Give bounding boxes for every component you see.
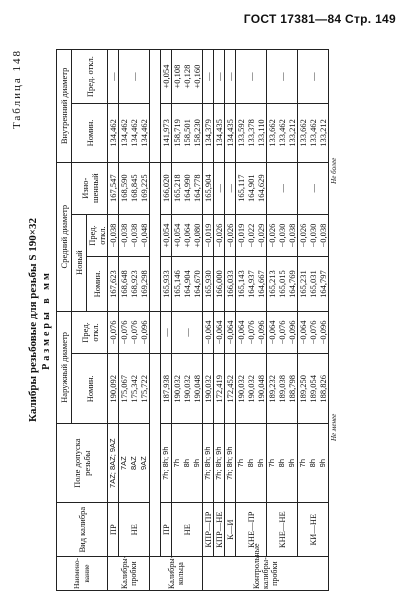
cell-tolerance: 7h; 8h; 9h	[214, 424, 225, 503]
note-ne-bolee: Не более	[330, 157, 338, 184]
cell-outer-dev: —	[161, 311, 172, 354]
cell-inner-nom: 134,379	[203, 104, 214, 163]
cell-outer-nom: 172,452	[225, 354, 236, 424]
table-row	[172, 50, 203, 591]
cell-middle-nom: 166,033	[225, 257, 236, 311]
cell-worn: —	[214, 162, 225, 214]
table-row	[161, 50, 172, 591]
cell-middle-dev: −0,026 −0,030 −0,038	[298, 214, 329, 257]
cell-tolerance: 7h 8h 9h	[172, 424, 203, 503]
table-row	[298, 50, 329, 591]
cell-outer-nom: 175,067 175,342 175,722	[119, 354, 150, 424]
cell-worn: 167,547	[108, 162, 119, 214]
cell-outer-nom: 189,232 189,038 188,798	[267, 354, 298, 424]
cell-tolerance: 7AZ 8AZ 9AZ	[119, 424, 150, 503]
cell-middle-dev: −0,038 −0,038 −0,048	[119, 214, 150, 257]
cell-outer-dev: −0,064 −0,076 −0,096	[236, 311, 267, 354]
cell-inner-dev: —	[225, 50, 236, 104]
cell-inner-dev: —	[298, 50, 329, 104]
cell-inner-nom: 133,662 133,462 133,212	[298, 104, 329, 163]
cell-type: НЕ	[172, 503, 203, 557]
table-row	[119, 50, 150, 591]
cell-type: КНЕ—ПР	[236, 503, 267, 557]
cell-outer-dev: −0,076 −0,076 −0,096	[119, 311, 150, 354]
inner-nom-header: Номин.	[72, 104, 108, 163]
cell-tolerance: 7h; 8h; 9h	[225, 424, 236, 503]
cell-type: ПР	[108, 503, 119, 557]
group-label: Калибры-пробки	[108, 557, 150, 591]
middle-worn-header: Изно-шенный	[72, 162, 108, 214]
cell-inner-dev: —	[108, 50, 119, 104]
cell-inner-nom: 158,719 158,501 158,230	[172, 104, 203, 163]
cell-outer-nom: 190,032 190,032 190,048	[236, 354, 267, 424]
cell-outer-nom: 190,032	[203, 354, 214, 424]
cell-worn: 165,117 164,901 164,629	[236, 162, 267, 214]
table-row	[267, 50, 298, 591]
cell-outer-dev: −0,064 −0,076 −0,096	[267, 311, 298, 354]
cell-inner-dev: —	[214, 50, 225, 104]
cell-worn: 165,218 164,990 164,778	[172, 162, 203, 214]
table-title: Калибры резьбовые для резьбы S 190×32	[27, 217, 39, 423]
outer-nom-header: Номин.	[72, 354, 108, 424]
cell-middle-dev: −0,026	[225, 214, 236, 257]
cell-inner-dev: —	[236, 50, 267, 104]
cell-inner-nom: 141,973	[161, 104, 172, 163]
table-row	[108, 50, 119, 591]
table-row	[225, 50, 236, 591]
cell-outer-nom: 190,032 190,032 190,048	[172, 354, 203, 424]
group-label: Калибры-кольца	[150, 557, 203, 591]
cell-tolerance: 7h 8h 9h	[298, 424, 329, 503]
cell-inner-nom: 134,435	[225, 104, 236, 163]
rotated-table-block	[11, 49, 407, 591]
cell-type: КНЕ—НЕ	[267, 503, 298, 557]
col-header-tolerance: Поле допуска резьбы	[57, 424, 108, 503]
cell-middle-nom: 165,231 165,031 164,797	[298, 257, 329, 311]
col-header-inner: Внутренний диаметр	[57, 50, 72, 163]
cell-type: К—И	[225, 503, 236, 557]
table-row	[203, 50, 214, 591]
outer-dev-header: Пред. откл.	[72, 311, 108, 354]
cell-outer-dev: −0,064	[225, 311, 236, 354]
cell-type: КПР—НЕ	[214, 503, 225, 557]
group-label: Контрольные калибры-пробки	[203, 557, 329, 591]
cell-outer-nom: 189,250 189,054 188,826	[298, 354, 329, 424]
cell-inner-dev: —	[203, 50, 214, 104]
cell-worn: —	[225, 162, 236, 214]
cell-middle-dev: +0,054 +0,064 +0,080	[172, 214, 203, 257]
cell-tolerance: 7h 8h 9h	[267, 424, 298, 503]
cell-middle-nom: 165,933	[161, 257, 172, 311]
cell-middle-dev: −0,019 −0,022 −0,029	[236, 214, 267, 257]
col-header-name: Наимено-вание	[57, 557, 108, 591]
col-header-outer: Наружный диаметр	[57, 311, 72, 424]
cell-outer-dev: −0,064	[214, 311, 225, 354]
cell-tolerance: 7h 8h 9h	[236, 424, 267, 503]
cell-worn: 165,904	[203, 162, 214, 214]
cell-middle-dev: −0,038	[108, 214, 119, 257]
page-header: ГОСТ 17381—84 Стр. 149	[243, 12, 396, 26]
cell-type: КИ—НЕ	[298, 503, 329, 557]
cell-middle-dev: +0,054	[161, 214, 172, 257]
cell-outer-nom: 190,092	[108, 354, 119, 424]
middle-dev-header: Пред. откл.	[87, 214, 108, 257]
note-row	[150, 50, 161, 591]
cell-outer-nom: 187,938	[161, 354, 172, 424]
cell-outer-dev: −0,076	[108, 311, 119, 354]
cell-middle-nom: 165,213 165,015 164,769	[267, 257, 298, 311]
cell-middle-dev: −0,026	[214, 214, 225, 257]
cell-inner-nom: 133,662 133,462 133,212	[267, 104, 298, 163]
cell-outer-dev: −0,064	[203, 311, 214, 354]
cell-middle-nom: 165,146 164,904 164,670	[172, 257, 203, 311]
cell-inner-dev: —	[119, 50, 150, 104]
table-row	[214, 50, 225, 591]
table-subtitle: Размеры в мм	[41, 270, 52, 370]
cell-worn: 168,590 168,845 169,225	[119, 162, 150, 214]
gauge-dimensions-table	[56, 49, 329, 591]
cell-inner-nom: 134,462 134,462 134,462	[119, 104, 150, 163]
col-header-type: Вид калибра	[57, 503, 108, 557]
cell-tolerance: 7h; 8h; 9h	[203, 424, 214, 503]
cell-middle-dev: −0,026 −0,030 −0,038	[267, 214, 298, 257]
cell-type: НЕ	[119, 503, 150, 557]
cell-worn: 166,020	[161, 162, 172, 214]
note-ne-menee: Не менее	[330, 413, 338, 441]
cell-outer-dev: −0,064 −0,076 −0,096	[298, 311, 329, 354]
cell-type: КПР—ПР	[203, 503, 214, 557]
cell-middle-nom: 165,930	[203, 257, 214, 311]
cell-inner-nom: 133,592 133,378 133,110	[236, 104, 267, 163]
cell-middle-nom: 168,648 168,923 169,298	[119, 257, 150, 311]
table-number: Таблица 148	[11, 49, 23, 130]
table-row	[236, 50, 267, 591]
cell-inner-nom: 134,435	[214, 104, 225, 163]
cell-worn: —	[298, 162, 329, 214]
cell-tolerance: 7h; 8h; 9h	[161, 424, 172, 503]
cell-middle-nom: 165,143 164,937 164,667	[236, 257, 267, 311]
middle-nom-header: Номин.	[87, 257, 108, 311]
cell-tolerance: 7AZ; 8AZ; 9AZ	[108, 424, 119, 503]
inner-dev-header: Пред. откл.	[72, 50, 108, 104]
cell-inner-nom: 134,462	[108, 104, 119, 163]
cell-middle-dev: −0,019	[203, 214, 214, 257]
cell-inner-dev: +0,054	[161, 50, 172, 104]
cell-inner-dev: —	[267, 50, 298, 104]
cell-outer-nom: 172,419	[214, 354, 225, 424]
col-header-middle: Средний диаметр	[57, 162, 72, 311]
cell-middle-nom: 167,623	[108, 257, 119, 311]
cell-outer-dev: —	[172, 311, 203, 354]
cell-worn: —	[267, 162, 298, 214]
cell-inner-dev: +0,108 +0,128 +0,160	[172, 50, 203, 104]
cell-middle-nom: 166,000	[214, 257, 225, 311]
cell-type: ПР	[161, 503, 172, 557]
middle-new-header: Новый	[72, 214, 87, 311]
